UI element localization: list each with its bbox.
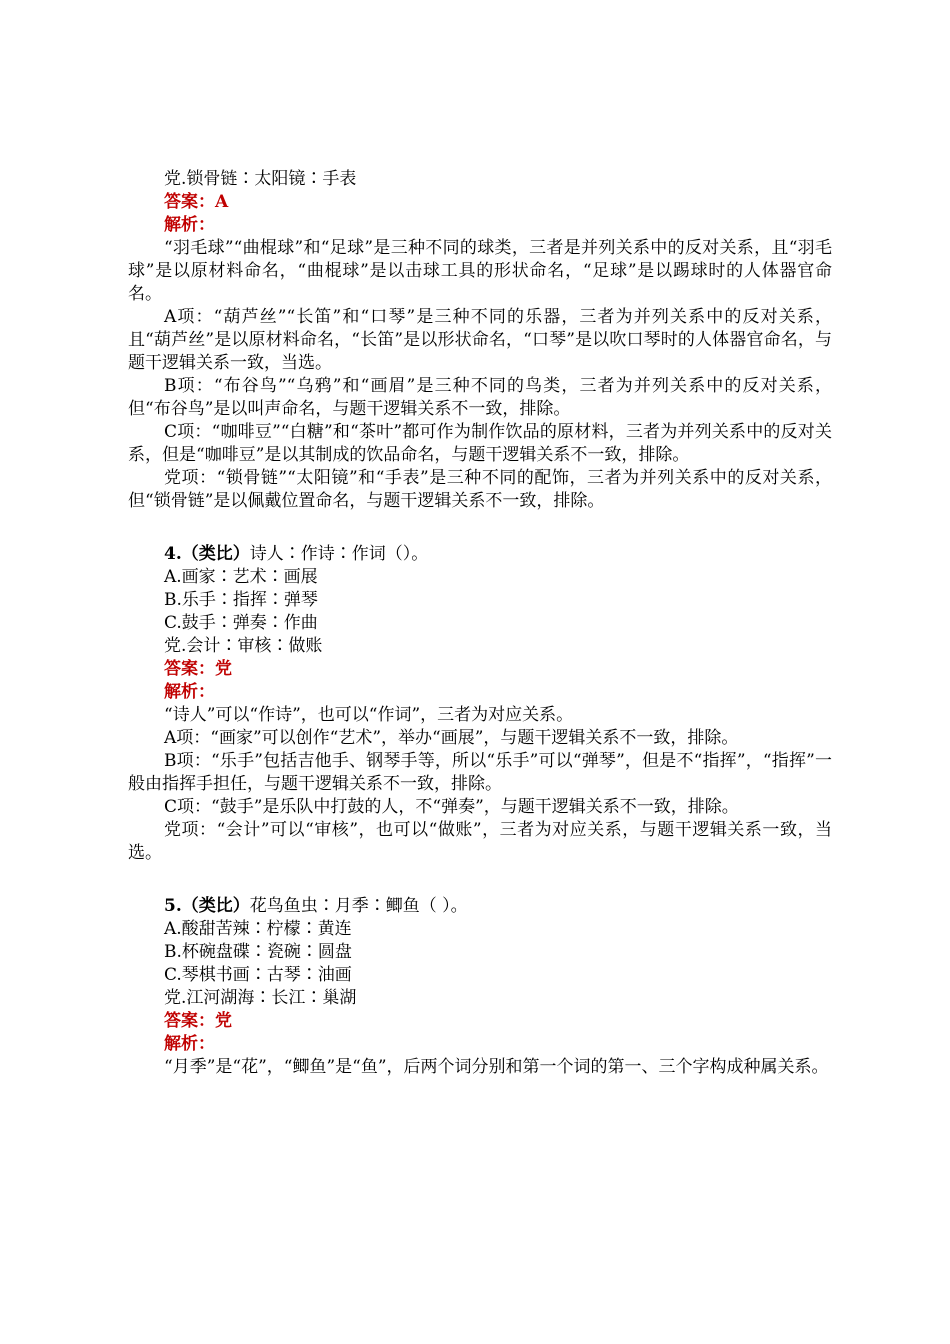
analysis-label: 解析： [164,215,215,235]
analysis-paragraph: C项：“鼓手”是乐队中打鼓的人，不“弹奏”，与题干逻辑关系不一致，排除。 [164,797,739,817]
analysis-paragraph: A项：“画家”可以创作“艺术”，举办“画展”，与题干逻辑关系不一致，排除。 [164,728,739,748]
analysis-paragraph: “诗人”可以“作诗”，也可以“作词”，三者为对应关系。 [164,705,574,725]
analysis-paragraph: C项：“咖啡豆”“白糖”和“茶叶”都可作为制作饮品的原材料，三者为并列关系中的反对关系，但是“咖啡豆”是以其制成的饮品命名，与题干逻辑关系不一致，排除。 [128,422,832,465]
question-stem: 花鸟鱼虫∶月季∶鲫鱼（ ）。 [249,896,468,916]
answer-label: 答案：A [164,192,229,212]
question-3-tail [128,168,832,513]
option-c: C.鼓手∶弹奏∶作曲 [164,613,318,633]
option-a: A.酸甜苦辣∶柠檬∶黄连 [164,919,352,939]
document-page [128,168,832,1079]
analysis-paragraph: 党项：“会计”可以“审核”，也可以“做账”，三者为对应关系，与题干逻辑关系一致，当选。 [128,820,832,863]
analysis-paragraph: 党项：“锁骨链”“太阳镜”和“手表”是三种不同的配饰，三者为并列关系中的反对关系，但“锁骨链”是以佩戴位置命名，与题干逻辑关系不一致，排除。 [128,468,832,511]
question-number: 4.（类比） [164,544,250,564]
analysis-paragraph: “月季”是“花”，“鲫鱼”是“鱼”，后两个词分别和第一个词的第一、三个字构成种属关系。 [164,1057,829,1077]
option-b: B.乐手∶指挥∶弹琴 [164,590,318,610]
question-stem: 诗人∶作诗∶作词（）。 [249,544,429,564]
option-a: A.画家∶艺术∶画展 [164,567,318,587]
question-number: 5.（类比） [164,896,250,916]
question-5 [128,895,832,1079]
option-d: 党.江河湖海∶长江∶巢湖 [164,988,357,1008]
option-c: C.琴棋书画∶古琴∶油画 [164,965,352,985]
analysis-paragraph: A项：“葫芦丝”“长笛”和“口琴”是三种不同的乐器，三者为并列关系中的反对关系，且“葫芦丝”是以原材料命名，“长笛”是以形状命名，“口琴”是以吹口琴时的人体器官命名，与题干逻辑关系一致，当选。 [128,307,832,373]
analysis-paragraph: B项：“乐手”包括吉他手、钢琴手等，所以“乐手”可以“弹琴”，但是不“指挥”，“指挥”一般由指挥手担任，与题干逻辑关系不一致，排除。 [128,751,832,794]
analysis-paragraph: B项：“布谷鸟”“乌鸦”和“画眉”是三种不同的鸟类，三者为并列关系中的反对关系，但“布谷鸟”是以叫声命名，与题干逻辑关系不一致，排除。 [128,376,832,419]
answer-label: 答案：党 [164,659,232,679]
option-b: B.杯碗盘碟∶瓷碗∶圆盘 [164,942,352,962]
question-4 [128,543,832,865]
answer-label: 答案：党 [164,1011,232,1031]
analysis-label: 解析： [164,682,215,702]
question-title [128,543,832,566]
analysis-paragraph: “羽毛球”“曲棍球”和“足球”是三种不同的球类，三者是并列关系中的反对关系，且“羽毛球”是以原材料命名，“曲棍球”是以击球工具的形状命名，“足球”是以踢球时的人体器官命名。 [128,238,832,304]
analysis-label: 解析： [164,1034,215,1054]
question-title [128,895,832,918]
option-d: 党.锁骨链∶太阳镜∶手表 [164,169,357,189]
option-d: 党.会计∶审核∶做账 [164,636,323,656]
